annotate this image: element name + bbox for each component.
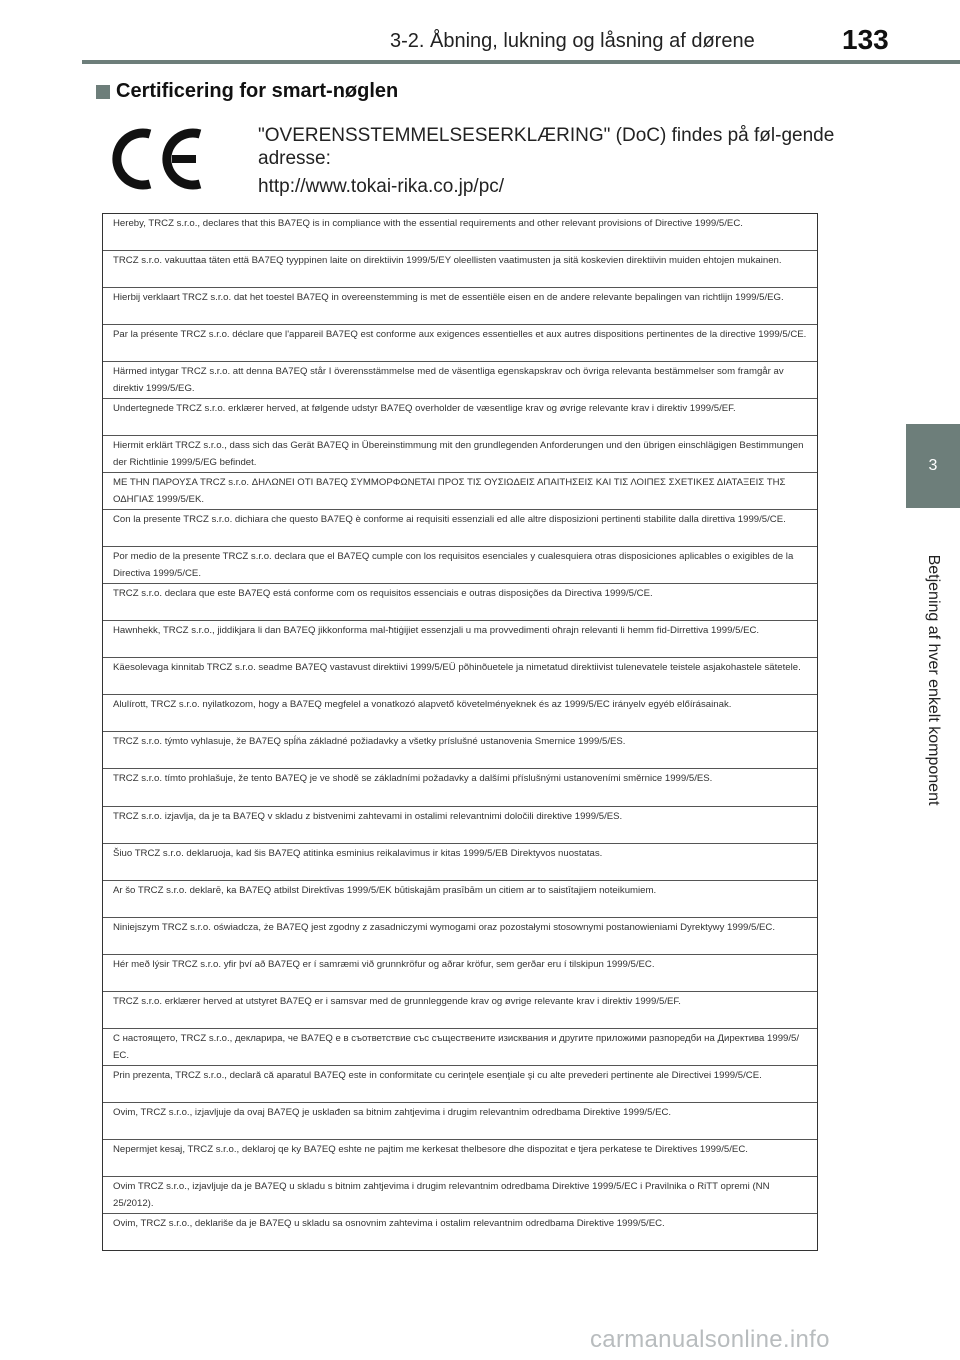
- page-number: 133: [842, 24, 889, 55]
- declaration-row: Ovim, TRCZ s.r.o., deklariše da je BA7EQ u skladu sa osnovnim zahtevima i ostalim relevantnim odredbama Direktive 1999/5/EC.: [113, 1217, 665, 1229]
- chapter-tab-number: 3: [928, 457, 938, 474]
- declaration-row: TRCZ s.r.o. týmto vyhlasuje, že BA7EQ spĺňa základné požiadavky a všetky príslušné ustanovenia Smernice 1999/5/ES.: [103, 732, 817, 769]
- square-bullet-icon: [96, 85, 110, 99]
- declaration-row: Por medio de la presente TRCZ s.r.o. declara que el BA7EQ cumple con los requisitos esenciales y cualesquiera otras disposiciones aplicables o exigibles de la Directiva 1999/5/CE.: [103, 547, 817, 584]
- ce-mark-icon: [112, 126, 208, 197]
- chapter-tab: [906, 424, 960, 508]
- declaration-row: TRCZ s.r.o. erklærer herved at utstyret BA7EQ er i samsvar med de grunnleggende krav og øvrige relevante krav i direktiv 1999/5/EF.: [103, 992, 817, 1029]
- declaration-row: Nepermjet kesaj, TRCZ s.r.o., deklaroj qe ky BA7EQ eshte ne pajtim me kerkesat thelbesore dhe dispozitat e tjera perkatese te Direktives 1999/5/EC.: [103, 1140, 817, 1177]
- declaration-row: Undertegnede TRCZ s.r.o. erklærer herved, at følgende udstyr BA7EQ overholder de væsentlige krav og øvrige relevante krav i direktiv 1999/5/EF.: [103, 399, 817, 436]
- doc-url: http://www.tokai-rika.co.jp/pc/: [258, 176, 505, 197]
- chapter-title: 3-2. Åbning, lukning og låsning af dørene: [390, 30, 755, 52]
- section-heading: [96, 80, 398, 103]
- declaration-row: Hierbij verklaart TRCZ s.r.o. dat het toestel BA7EQ in overeenstemming is met de essentiële eisen en de andere relevante bepalingen van richtlijn 1999/5/EG.: [103, 288, 817, 325]
- declaration-row: Ovim TRCZ s.r.o., izjavljuje da je BA7EQ u skladu s bitnim zahtjevima i drugim relevantnim odredbama Direktive 1999/5/EC i Pravilnika o RiTT opremi (NN 25/2012).: [103, 1177, 817, 1214]
- watermark: carmanualsonline.info: [590, 1326, 830, 1353]
- header-rule: [82, 60, 960, 64]
- declaration-row: Hawnhekk, TRCZ s.r.o., jiddikjara li dan BA7EQ jikkonforma mal-ħtiġijiet essenzjali u ma provvedimenti oħrajn relevanti li hemm fid-Dirrettiva 1999/5/EC.: [103, 621, 817, 658]
- declaration-row: ΜΕ ΤΗΝ ΠΑΡΟΥΣΑ TRCZ s.r.o. ΔΗΛΩΝΕΙ ΟΤΙ BA7EQ ΣΥΜΜΟΡΦΩΝΕΤΑΙ ΠΡΟΣ ΤΙΣ ΟΥΣΙΩΔΕΙΣ ΑΠΑΙΤΗΣΕΙΣ ΚΑΙ ΤΙΣ ΛΟΙΠΕΣ ΣΧΕΤΙΚΕΣ ΔΙΑΤΑΞΕΙΣ ΤΗΣ ΟΔΗΓΙΑΣ 1999/5/ΕΚ.: [103, 473, 817, 510]
- declaration-row: Hereby, TRCZ s.r.o., declares that this BA7EQ is in compliance with the essential requirements and other relevant provisions of Directive 1999/5/EC.: [103, 214, 817, 251]
- declaration-row: Con la presente TRCZ s.r.o. dichiara che questo BA7EQ è conforme ai requisiti essenziali ed alle altre disposizioni pertinenti stabilite dalla direttiva 1999/5/CE.: [103, 510, 817, 547]
- declaration-row: Hiermit erklärt TRCZ s.r.o., dass sich das Gerät BA7EQ in Übereinstimmung mit den grundlegenden Anforderungen und den übrigen einschlägigen Bestimmungen der Richtlinie 1999/5/EG befindet.: [103, 436, 817, 473]
- declaration-row: Ovim, TRCZ s.r.o., izjavljuje da ovaj BA7EQ je usklađen sa bitnim zahtjevima i drugim relevantnim odredbama Direktive 1999/5/EC.: [103, 1103, 817, 1140]
- declaration-row: TRCZ s.r.o. izjavlja, da je ta BA7EQ v skladu z bistvenimi zahtevami in ostalimi relevantnimi določili direktive 1999/5/ES.: [103, 807, 817, 844]
- declaration-row: Hér með lýsir TRCZ s.r.o. yfir því að BA7EQ er í samræmi við grunnkröfur og aðrar kröfur, sem gerðar eru í tilskipun 1999/5/EC.: [103, 955, 817, 992]
- chapter-tab-label: Betjening af hver enkelt komponent: [925, 554, 942, 806]
- declaration-row: Härmed intygar TRCZ s.r.o. att denna BA7EQ står I överensstämmelse med de väsentliga egenskapskrav och övriga relevanta bestämmelser som framgår av direktiv 1999/5/EG.: [103, 362, 817, 399]
- declaration-row: С настоящето, TRCZ s.r.o., декларира, че BA7EQ е в съответствие със съществените изисквания и другите приложими разпоредби на Директива 1999/5/ЕС.: [103, 1029, 817, 1066]
- declaration-table: [102, 213, 818, 1251]
- declaration-row: Par la présente TRCZ s.r.o. déclare que l'appareil BA7EQ est conforme aux exigences essentielles et aux autres dispositions pertinentes de la directive 1999/5/CE.: [103, 325, 817, 362]
- declaration-row: TRCZ s.r.o. tímto prohlašuje, že tento BA7EQ je ve shodě se základními požadavky a dalšími příslušnými ustanoveními směrnice 1999/5/ES.: [103, 769, 817, 806]
- declaration-row: Prin prezenta, TRCZ s.r.o., declară că aparatul BA7EQ este in conformitate cu cerinţele esenţiale şi cu alte prevederi pertinente ale Directivei 1999/5/CE.: [103, 1066, 817, 1103]
- doc-notice: "OVERENSSTEMMELSESERKLÆRING" (DoC) findes på føl-gende adresse:: [258, 125, 835, 169]
- declaration-row: TRCZ s.r.o. declara que este BA7EQ está conforme com os requisitos essenciais e outras disposições da Directiva 1999/5/CE.: [103, 584, 817, 621]
- declaration-row: Ar šo TRCZ s.r.o. deklarē, ka BA7EQ atbilst Direktīvas 1999/5/EK būtiskajām prasībām un citiem ar to saistītajiem noteikumiem.: [103, 881, 817, 918]
- declaration-row: TRCZ s.r.o. vakuuttaa täten että BA7EQ tyyppinen laite on direktiivin 1999/5/EY oleellisten vaatimusten ja sitä koskevien direktiivin muiden ehtojen mukainen.: [103, 251, 817, 288]
- declaration-row: Käesolevaga kinnitab TRCZ s.r.o. seadme BA7EQ vastavust direktiivi 1999/5/EÜ põhinõuetele ja nimetatud direktiivist tulenevatele teistele asjakohastele sätetele.: [103, 658, 817, 695]
- declaration-row: Niniejszym TRCZ s.r.o. oświadcza, że BA7EQ jest zgodny z zasadniczymi wymogami oraz pozostałymi stosownymi postanowieniami Dyrektywy 1999/5/EC.: [103, 918, 817, 955]
- declaration-row: Šiuo TRCZ s.r.o. deklaruoja, kad šis BA7EQ atitinka esminius reikalavimus ir kitas 1999/5/EB Direktyvos nuostatas.: [103, 844, 817, 881]
- declaration-row: Alulírott, TRCZ s.r.o. nyilatkozom, hogy a BA7EQ megfelel a vonatkozó alapvető követelményeknek és az 1999/5/EC irányelv egyéb előírásainak.: [103, 695, 817, 732]
- section-heading-text: Certificering for smart-nøglen: [116, 80, 399, 102]
